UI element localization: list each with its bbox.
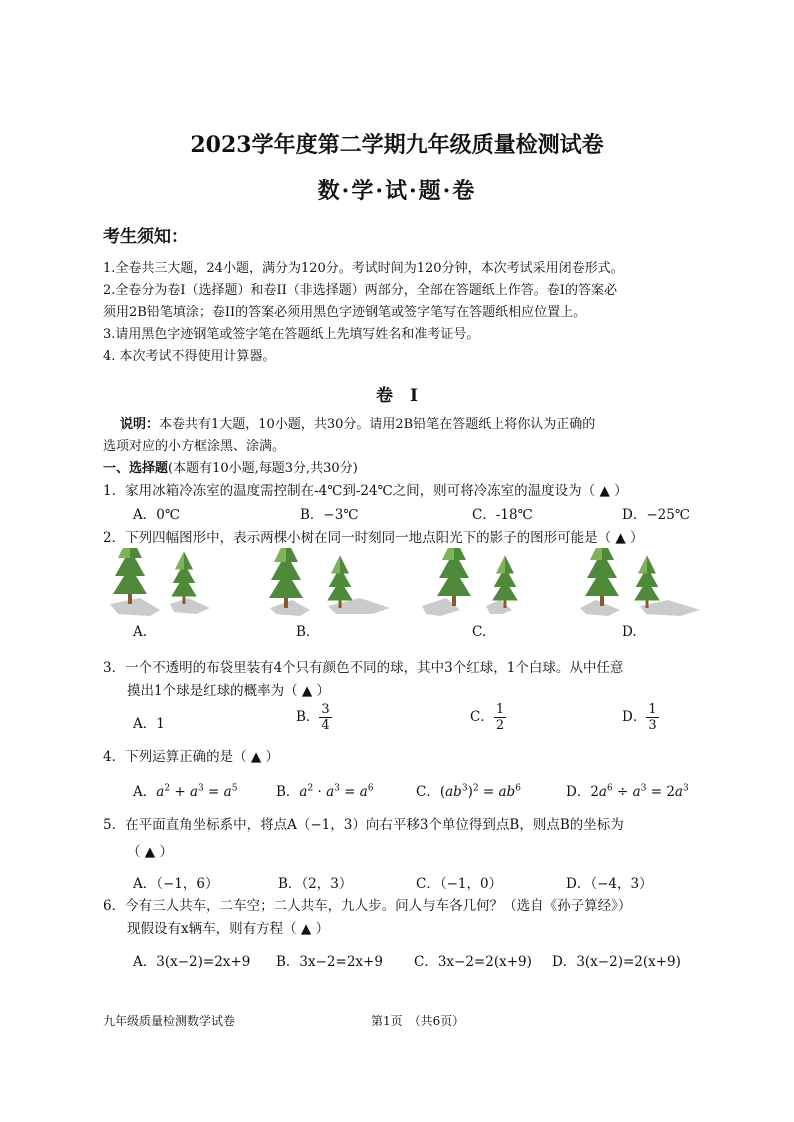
q3-option-a-label: A． [133, 716, 157, 732]
q4-option-b-formula: $a^2 \cdot a^3 = a^6$ [299, 783, 374, 800]
q4-option-d [566, 780, 689, 800]
part-detail: (本题有10小题,每题3分,共30分) [168, 461, 358, 476]
q4-option-d-formula: $2a^6 \div a^3 = 2a^3$ [590, 783, 689, 800]
question-3-stem-line-2: 摸出1个球是红球的概率为（ ▲ ） [127, 683, 331, 699]
section-note-text: 本卷共有1大题，10小题，共30分。请用2B铅笔在答题纸上将你认为正确的 [159, 417, 596, 432]
q4-option-b [276, 780, 374, 800]
q1-option-c: C．-18℃ [472, 507, 533, 523]
q4-option-b-label: B． [276, 784, 300, 800]
section-note-label: 说明： [120, 417, 160, 432]
notice-line-2: 2.全卷分为卷I（选择题）和卷II（非选择题）两部分，全部在答题纸上作答。卷I的答案必 [103, 283, 617, 298]
q4-option-c [416, 780, 521, 800]
q6-option-c: C．3x−2=2(x+9) [414, 954, 532, 970]
notice-heading: 考生须知： [103, 227, 188, 247]
tree-shadow-figures [100, 548, 720, 626]
q4-option-a-label: A． [133, 784, 157, 800]
q6-option-d: D．3(x−2)=2(x+9) [552, 954, 681, 970]
footer-left: 九年级质量检测数学试卷 [103, 1014, 236, 1028]
notice-line-3: 须用2B铅笔填涂；卷II的答案必须用黑色字迹钢笔或签字笔写在答题纸相应位置上。 [103, 305, 587, 320]
q3-option-d [622, 702, 659, 733]
q3-option-d-fraction [646, 702, 658, 733]
q3-option-b-denominator: 4 [321, 718, 330, 733]
q3-option-a-value: 1 [156, 716, 165, 732]
q2-option-d: D. [622, 624, 637, 640]
question-1-stem: 1．家用冰箱冷冻室的温度需控制在-4℃到-24℃之间，则可将冷冻室的温度设为（ ▲ ） [103, 483, 628, 499]
notice-line-1: 1.全卷共三大题，24小题，满分为120分。考试时间为120分钟，本次考试采用闭卷形式。 [103, 261, 624, 276]
q2-option-c: C. [472, 624, 487, 640]
q4-option-d-label: D． [566, 784, 591, 800]
q6-option-b: B．3x−2=2x+9 [276, 954, 383, 970]
part-label: 一、选择题 [103, 461, 169, 476]
section-heading: 卷 I [376, 386, 418, 406]
q3-option-c-denominator: 2 [495, 718, 505, 733]
page-title: 2023学年度第二学期九年级质量检测试卷 [190, 132, 604, 158]
question-4-stem: 4．下列运算正确的是（ ▲ ） [103, 749, 280, 765]
q3-option-d-denominator: 3 [648, 718, 657, 733]
q4-option-c-formula: $(ab^3)^2 = ab^6$ [439, 783, 521, 800]
page-subtitle: 数·学·试·题·卷 [317, 178, 477, 204]
section-note-line-2: 选项对应的小方框涂黑、涂满。 [103, 439, 286, 454]
question-5-stem-line-1: 5．在平面直角坐标系中，将点A（−1，3）向右平移3个单位得到点B，则点B的坐标为 [103, 817, 624, 833]
q3-option-c-fraction [494, 702, 506, 733]
q5-option-a: A．（−1，6） [133, 876, 219, 892]
q3-option-a [133, 712, 165, 732]
figure-b-icon [269, 548, 390, 616]
q1-option-a: A．0℃ [133, 507, 180, 523]
q1-option-b: B．−3℃ [300, 507, 359, 523]
q1-option-d: D．−25℃ [622, 507, 690, 523]
question-5-stem-line-2: （ ▲ ） [127, 844, 173, 860]
question-6-stem-line-2: 现假设有x辆车，则有方程（ ▲ ） [127, 921, 330, 937]
q4-option-a-formula: $a^2 + a^3 = a^5$ [156, 783, 238, 800]
q3-option-c [470, 702, 506, 733]
section-note-line-1 [120, 413, 595, 432]
notice-line-4: 3.请用黑色字迹钢笔或签字笔在答题纸上先填写姓名和准考证号。 [103, 327, 480, 342]
q5-option-c: C．（−1，0） [416, 876, 503, 892]
question-3-stem-line-1: 3．一个不透明的布袋里装有4个只有颜色不同的球，其中3个红球，1个白球。从中任意 [103, 660, 624, 676]
part-heading [103, 457, 358, 476]
footer-page-number: 第1页 （共6页） [371, 1014, 465, 1028]
figure-d-icon [580, 548, 700, 616]
q3-option-b-label: B． [296, 709, 320, 725]
q3-option-b-numerator: 3 [321, 702, 330, 717]
q4-option-c-label: C． [416, 784, 440, 800]
question-6-stem-line-1: 6．今有三人共车，二车空；二人共车，九人步。问人与车各几何？（选自《孙子算经》） [103, 898, 632, 914]
q2-option-b: B. [296, 624, 311, 640]
q3-option-c-label: C． [470, 709, 494, 725]
q5-option-d: D．（−4，3） [566, 876, 653, 892]
q3-option-d-label: D． [622, 709, 647, 725]
figure-a-icon [110, 548, 210, 616]
q2-option-a: A. [133, 624, 148, 640]
q3-option-b-fraction [319, 702, 331, 733]
question-2-stem: 2．下列四幅图形中，表示两棵小树在同一时刻同一地点阳光下的影子的图形可能是（ ▲ ） [103, 530, 644, 546]
q4-option-a [133, 780, 237, 800]
q6-option-a: A．3(x−2)=2x+9 [133, 954, 251, 970]
q3-option-c-numerator: 1 [495, 702, 505, 717]
q3-option-b [296, 702, 332, 733]
q3-option-d-numerator: 1 [648, 702, 657, 717]
figure-c-icon [422, 548, 518, 616]
notice-line-5: 4. 本次考试不得使用计算器。 [103, 349, 276, 364]
q5-option-b: B．（2，3） [278, 876, 353, 892]
